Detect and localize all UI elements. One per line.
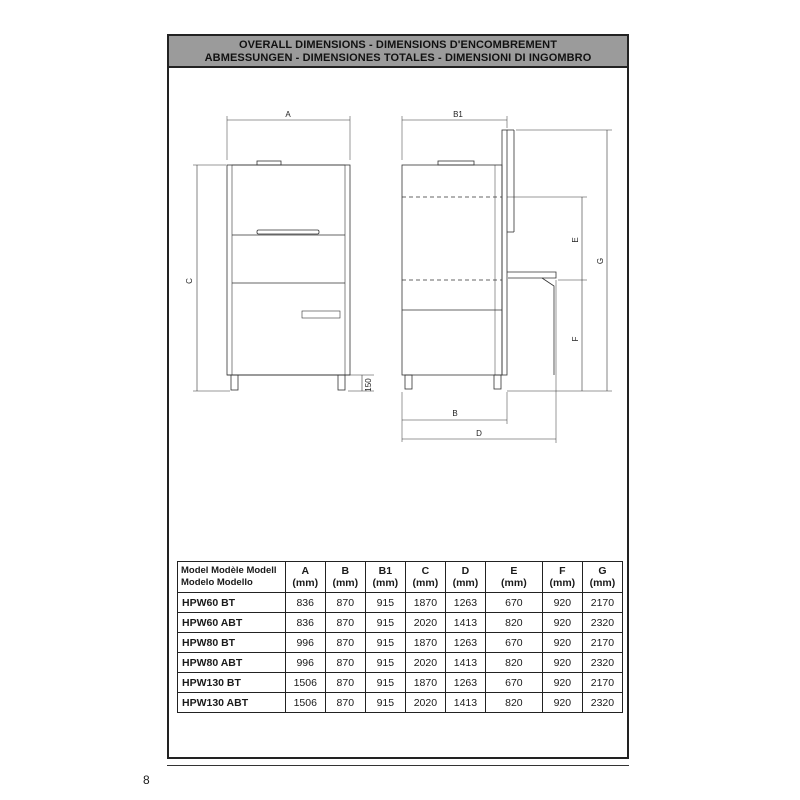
value-cell: 2020 [405,613,445,633]
dimension-labels [185,110,605,438]
table-row [178,593,623,613]
value-cell: 870 [325,673,365,693]
value-cell: 870 [325,693,365,713]
label-B1: B1 [453,110,463,119]
column-header-a [285,562,325,593]
value-cell: 2320 [582,693,622,713]
value-cell: 870 [325,613,365,633]
value-cell: 820 [485,613,542,633]
value-cell: 915 [365,633,405,653]
value-cell: 2020 [405,653,445,673]
model-cell: HPW130 ABT [178,693,286,713]
table-row [178,673,623,693]
value-cell: 1870 [405,593,445,613]
value-cell: 670 [485,673,542,693]
value-cell: 915 [365,673,405,693]
column-header-c [405,562,445,593]
value-cell: 1506 [285,673,325,693]
value-cell: 1506 [285,693,325,713]
value-cell: 996 [285,653,325,673]
value-cell: 1413 [445,693,485,713]
dimensions-table [177,561,623,713]
value-cell: 870 [325,653,365,673]
column-header-b [325,562,365,593]
value-cell: 915 [365,653,405,673]
value-cell: 920 [542,593,582,613]
value-cell: 1413 [445,653,485,673]
value-cell: 1870 [405,633,445,653]
front-leg-left [231,375,238,390]
column-unit: (mm) [549,577,576,589]
dimension-drawing [169,36,627,556]
front-view [193,116,374,391]
value-cell: 2170 [582,633,622,653]
model-header-line-2: Modelo Modello [181,577,253,588]
value-cell: 1263 [445,673,485,693]
value-cell: 915 [365,593,405,613]
drain-board [507,272,556,278]
side-top-vent [438,161,474,165]
value-cell: 2320 [582,613,622,633]
value-cell: 836 [285,613,325,633]
model-column-header [178,562,286,593]
table-row [178,633,623,653]
column-unit: (mm) [412,577,439,589]
control-panel [302,311,340,318]
value-cell: 2170 [582,593,622,613]
column-header-f [542,562,582,593]
table-row [178,613,623,633]
column-unit: (mm) [501,577,527,589]
rear-column [502,130,507,375]
column-letter: D [461,565,470,577]
header-line-1: OVERALL DIMENSIONS - DIMENSIONS D'ENCOMBREMENT [238,39,558,51]
page-number: 8 [143,773,150,787]
value-cell: 920 [542,653,582,673]
value-cell: 2170 [582,673,622,693]
table-row [178,653,623,673]
column-unit: (mm) [452,577,479,589]
value-cell: 870 [325,593,365,613]
value-cell: 670 [485,633,542,653]
value-cell: 670 [485,593,542,613]
column-header-g [582,562,622,593]
label-A: A [285,110,291,119]
value-cell: 2020 [405,693,445,713]
value-cell: 2320 [582,653,622,673]
value-cell: 1263 [445,633,485,653]
value-cell: 915 [365,613,405,633]
model-cell: HPW60 ABT [178,613,286,633]
dimensions-panel [167,34,629,759]
value-cell: 915 [365,693,405,713]
column-unit: (mm) [589,577,616,589]
column-header-b1 [365,562,405,593]
model-header-line-1: Model Modèle Modell [181,565,277,576]
value-cell: 1870 [405,673,445,693]
table-row [178,693,623,713]
column-letter: G [598,565,607,577]
column-header-d [445,562,485,593]
label-B: B [452,409,458,418]
column-letter: B [341,565,350,577]
value-cell: 920 [542,673,582,693]
front-top-vent [257,161,281,165]
model-cell: HPW130 BT [178,673,286,693]
value-cell: 836 [285,593,325,613]
value-cell: 920 [542,613,582,633]
label-E: E [571,237,580,243]
column-letter: F [559,565,566,577]
label-F: F [571,336,580,342]
value-cell: 920 [542,693,582,713]
label-G: G [596,257,605,265]
value-cell: 920 [542,633,582,653]
value-cell: 1263 [445,593,485,613]
column-unit: (mm) [332,577,359,589]
header-line-2: ABMESSUNGEN - DIMENSIONES TOTALES - DIMENSIONI DI INGOMBRO [204,52,592,64]
front-leg-right [338,375,345,390]
side-leg-right [494,375,501,389]
column-unit: (mm) [372,577,399,589]
column-letter: A [301,565,310,577]
front-body [227,165,350,375]
value-cell: 870 [325,633,365,653]
label-D: D [476,429,482,438]
column-letter: B1 [378,565,393,577]
side-body [402,165,502,375]
side-view [402,116,612,443]
model-cell: HPW80 BT [178,633,286,653]
footer-rule [167,765,629,766]
column-letter: E [510,565,518,577]
table-header-row [178,562,623,593]
model-cell: HPW80 ABT [178,653,286,673]
label-C: C [185,278,194,284]
side-leg-left [405,375,412,389]
value-cell: 996 [285,633,325,653]
column-header-e [485,562,542,593]
value-cell: 820 [485,653,542,673]
value-cell: 1413 [445,613,485,633]
label-150: 150 [364,378,373,392]
value-cell: 820 [485,693,542,713]
model-cell: HPW60 BT [178,593,286,613]
hood-handle [257,230,319,234]
column-unit: (mm) [292,577,319,589]
column-letter: C [421,565,430,577]
